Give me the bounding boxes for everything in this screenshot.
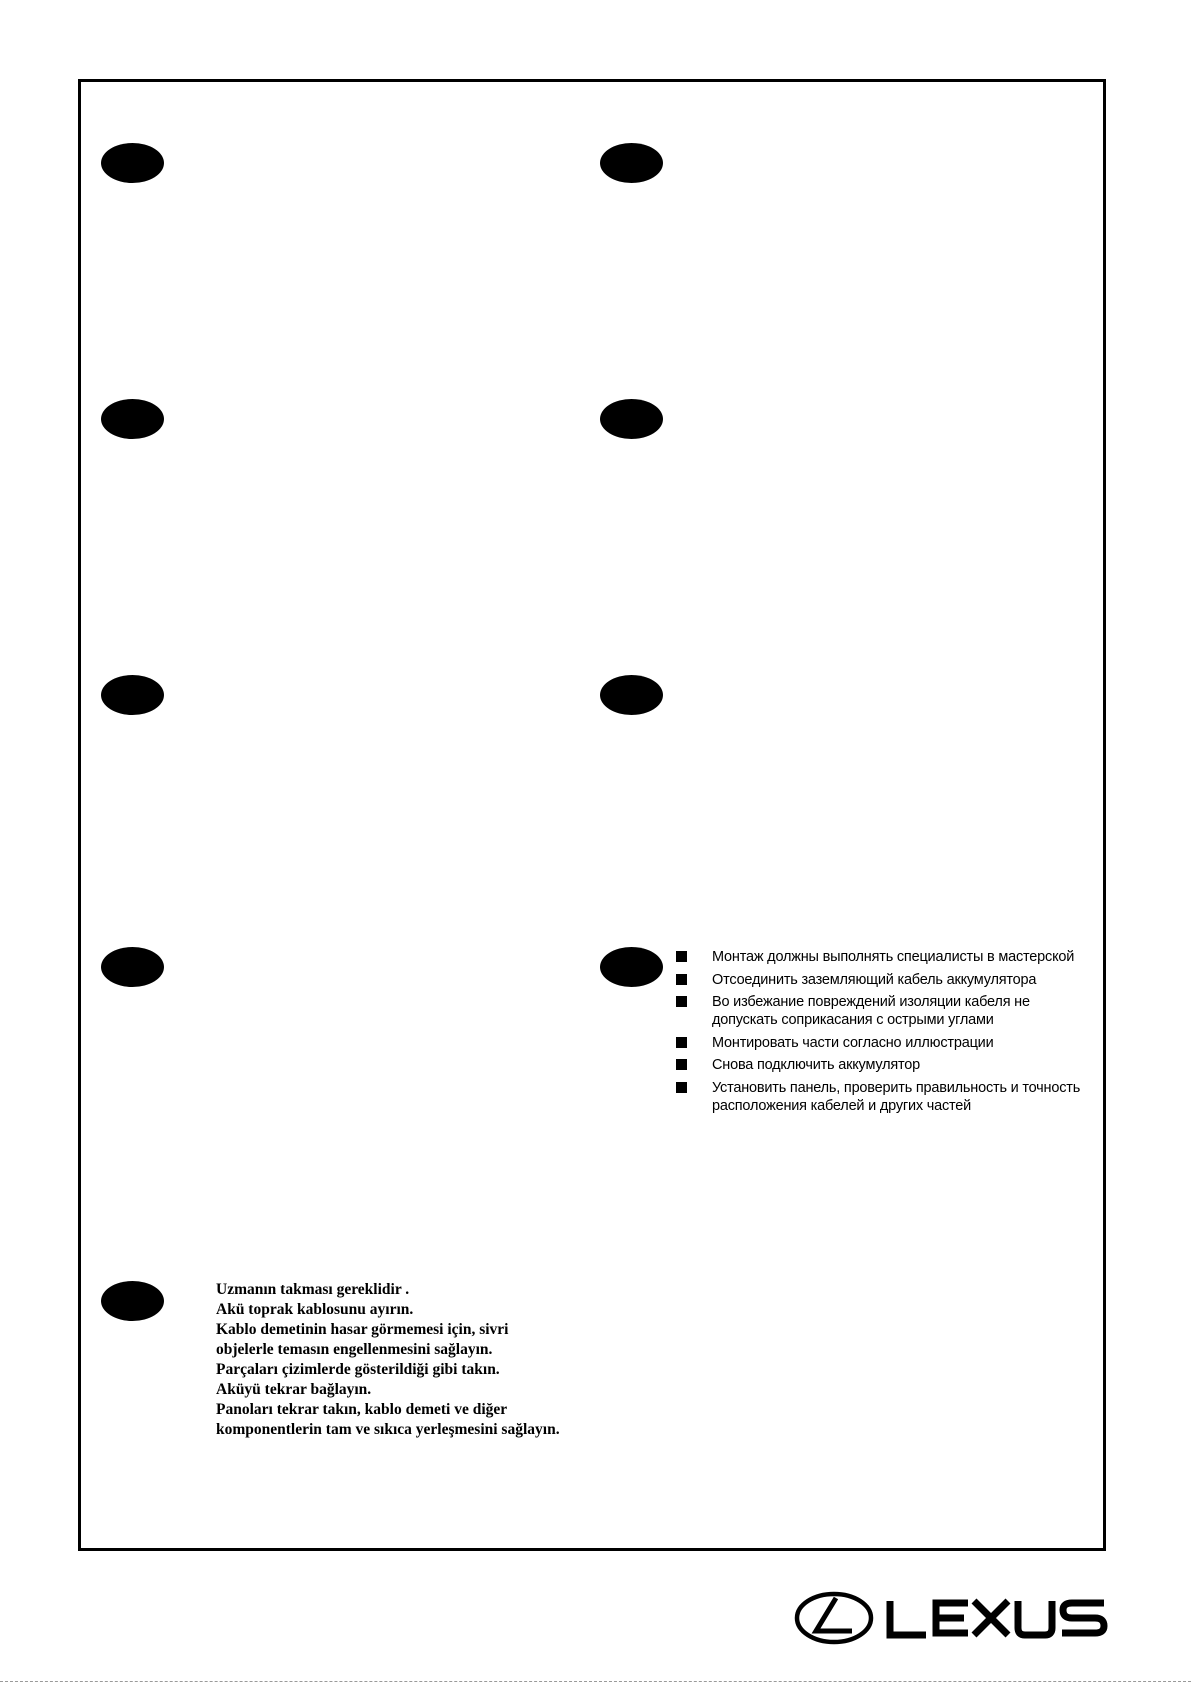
russian-instruction-text: Установить панель, проверить правильность и точность расположения кабелей и других частей xyxy=(712,1079,1081,1114)
page-bottom-divider xyxy=(0,1681,1191,1682)
russian-instructions xyxy=(676,948,1096,1119)
russian-instruction-text: Монтаж должны выполнять специалисты в мастерской xyxy=(712,949,1075,965)
turkish-instruction-line: Kablo demetinin hasar görmemesi için, sivri xyxy=(216,1321,509,1338)
russian-instruction-text: Монтировать части согласно иллюстрации xyxy=(712,1034,994,1051)
turkish-instruction-line: Akü toprak kablosunu ayırın. xyxy=(216,1301,414,1318)
language-badge-left-4 xyxy=(101,947,164,987)
language-badge-left-2 xyxy=(101,399,164,439)
turkish-instruction-line: objelerle temasın engellenmesini sağlayın. xyxy=(216,1341,493,1358)
russian-instruction-text: Во избежание повреждений изоляции кабеля не допускать соприкасания с острыми углами xyxy=(712,994,1030,1028)
language-badge-right-3 xyxy=(600,675,663,715)
language-badge-left-3 xyxy=(101,675,164,715)
square-bullet-icon xyxy=(676,1037,687,1048)
language-badge-left-1 xyxy=(101,143,164,183)
turkish-instructions xyxy=(216,1280,616,1440)
turkish-instruction-line: Panoları tekrar takın, kablo demeti ve diğer xyxy=(216,1401,508,1418)
turkish-instruction-line: Parçaları çizimlerde gösterildiği gibi takın. xyxy=(216,1361,500,1378)
square-bullet-icon xyxy=(676,951,687,962)
language-badge-left-5 xyxy=(101,1281,164,1321)
square-bullet-icon xyxy=(676,1059,687,1070)
turkish-instruction-line: komponentlerin tam ve sıkıca yerleşmesini sağlayın. xyxy=(216,1421,560,1438)
russian-instruction-item xyxy=(676,971,1096,989)
language-badge-right-1 xyxy=(600,143,663,183)
russian-instruction-item xyxy=(676,993,1096,1029)
turkish-instruction-line: Aküyü tekrar bağlayın. xyxy=(216,1381,372,1398)
lexus-logo-icon xyxy=(794,1591,1110,1645)
russian-instruction-text: Отсоединить заземляющий кабель аккумулятора xyxy=(712,971,1037,988)
russian-instruction-item xyxy=(676,1034,1096,1052)
square-bullet-icon xyxy=(676,974,687,985)
russian-instruction-item xyxy=(676,1079,1096,1115)
language-badge-right-2 xyxy=(600,399,663,439)
language-badge-right-4 xyxy=(600,947,663,987)
russian-instruction-item xyxy=(676,1056,1096,1074)
russian-instruction-text: Снова подключить аккумулятор xyxy=(712,1057,921,1073)
russian-instruction-item xyxy=(676,948,1096,966)
square-bullet-icon xyxy=(676,996,687,1007)
square-bullet-icon xyxy=(676,1082,687,1093)
turkish-instruction-line: Uzmanın takması gereklidir . xyxy=(216,1281,410,1298)
